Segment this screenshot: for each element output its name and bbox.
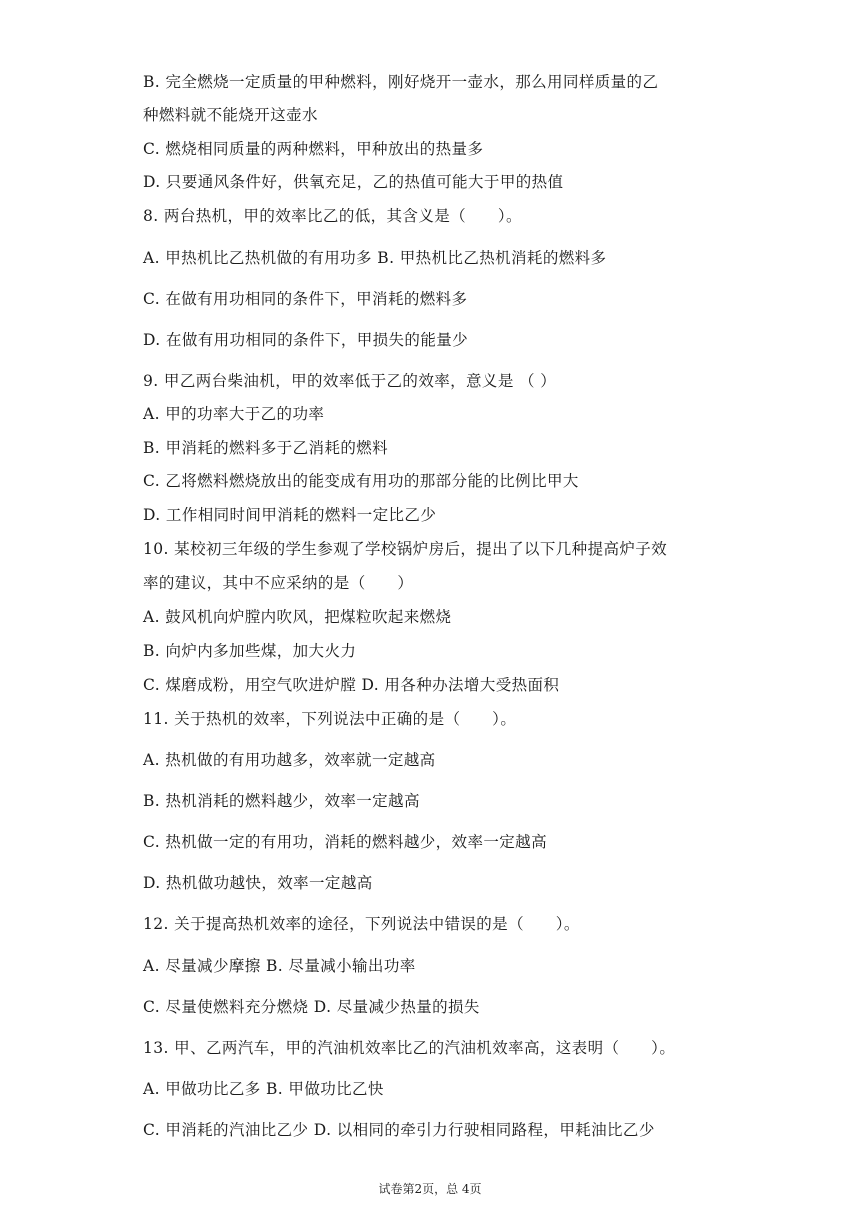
question-11: 11. 关于热机的效率，下列说法中正确的是（ ）。 [143, 710, 517, 728]
page-footer: 试卷第2页，总 4页 [378, 1182, 482, 1196]
option-9b: B. 甲消耗的燃料多于乙消耗的燃料 [143, 439, 389, 457]
question-10-line-1: 10. 某校初三年级的学生参观了学校锅炉房后，提出了以下几种提高炉子效 [143, 540, 668, 558]
options-10cd: C. 煤磨成粉，用空气吹进炉膛 D. 用各种办法增大受热面积 [143, 676, 560, 694]
option-10b: B. 向炉内多加些煤，加大火力 [143, 642, 357, 660]
options-13ab: A. 甲做功比乙多 B. 甲做功比乙快 [143, 1080, 384, 1098]
question-8: 8. 两台热机，甲的效率比乙的低，其含义是（ ）。 [143, 207, 522, 225]
question-9: 9. 甲乙两台柴油机，甲的效率低于乙的效率，意义是 （ ） [143, 372, 557, 390]
option-11b: B. 热机消耗的燃料越少，效率一定越高 [143, 792, 420, 810]
option-9a: A. 甲的功率大于乙的功率 [143, 405, 325, 423]
option-10a: A. 鼓风机向炉膛内吹风，把煤粒吹起来燃烧 [143, 608, 452, 626]
option-11d: D. 热机做功越快，效率一定越高 [143, 874, 373, 892]
option-9c: C. 乙将燃料燃烧放出的能变成有用功的那部分能的比例比甲大 [143, 472, 579, 490]
option-11a: A. 热机做的有用功越多，效率就一定越高 [143, 751, 436, 769]
option-8d: D. 在做有用功相同的条件下，甲损失的能量少 [143, 331, 469, 349]
options-12cd: C. 尽量使燃料充分燃烧 D. 尽量减少热量的损失 [143, 998, 480, 1016]
question-13: 13. 甲、乙两汽车，甲的汽油机效率比乙的汽油机效率高，这表明（ ）。 [143, 1039, 676, 1057]
option-9d: D. 工作相同时间甲消耗的燃料一定比乙少 [143, 506, 437, 524]
options-8ab: A. 甲热机比乙热机做的有用功多 B. 甲热机比乙热机消耗的燃料多 [143, 249, 607, 267]
option-11c: C. 热机做一定的有用功，消耗的燃料越少，效率一定越高 [143, 833, 547, 851]
option-7b-line-1: B. 完全燃烧一定质量的甲种燃料，刚好烧开一壶水，那么用同样质量的乙 [143, 73, 659, 91]
option-7b-line-2: 种燃料就不能烧开这壶水 [143, 106, 318, 124]
question-10-line-2: 率的建议，其中不应采纳的是（ ） [143, 574, 414, 592]
options-13cd: C. 甲消耗的汽油比乙少 D. 以相同的牵引力行驶相同路程，甲耗油比乙少 [143, 1121, 655, 1139]
option-7d: D. 只要通风条件好，供氧充足，乙的热值可能大于甲的热值 [143, 173, 564, 191]
option-8c: C. 在做有用功相同的条件下，甲消耗的燃料多 [143, 290, 468, 308]
option-7c: C. 燃烧相同质量的两种燃料，甲种放出的热量多 [143, 140, 484, 158]
options-12ab: A. 尽量减少摩擦 B. 尽量减小输出功率 [143, 957, 416, 975]
question-12: 12. 关于提高热机效率的途径，下列说法中错误的是（ ）。 [143, 915, 580, 933]
